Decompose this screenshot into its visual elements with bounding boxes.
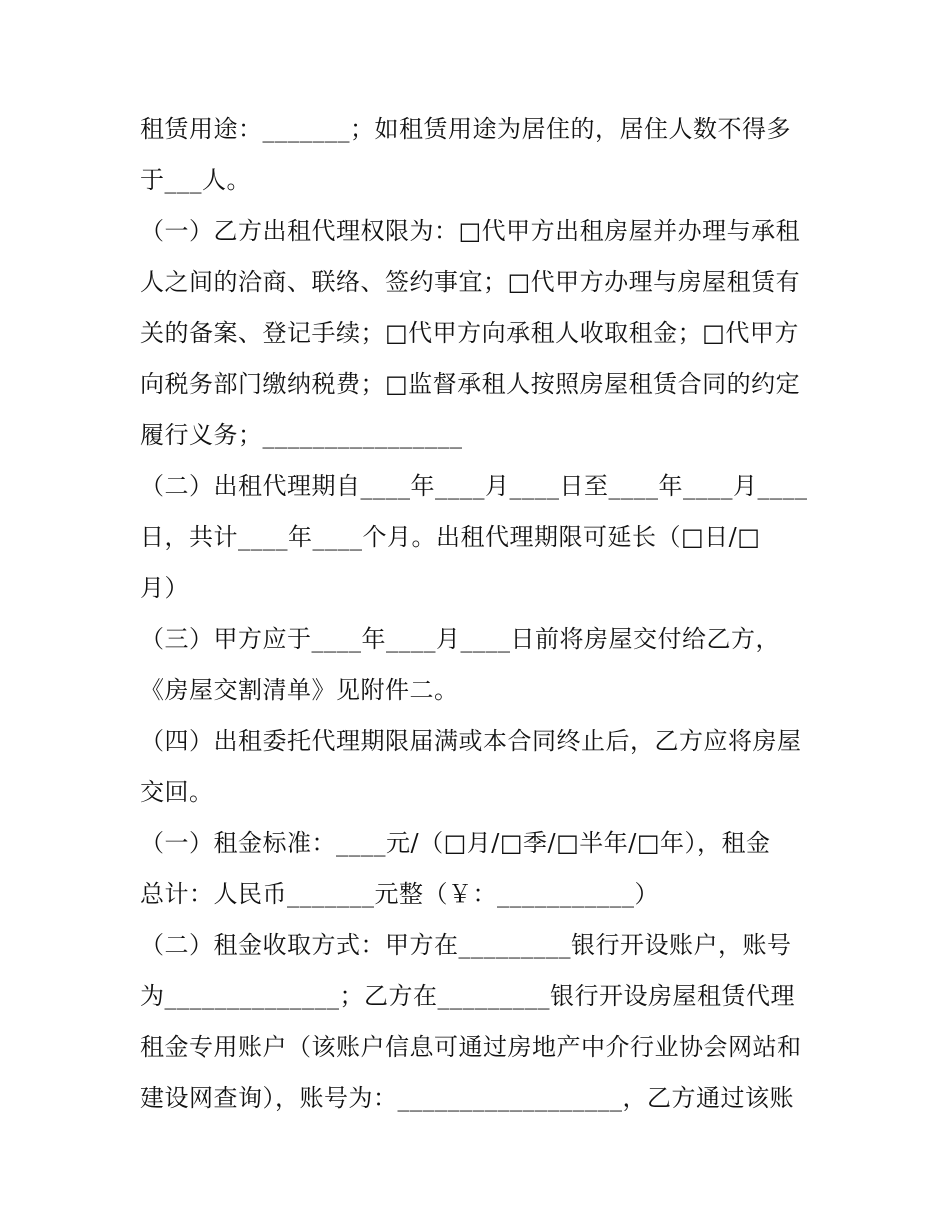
- text-line: （四）出租委托代理期限届满或本合同终止后，乙方应将房屋: [140, 727, 802, 755]
- document-page: [140, 104, 820, 1124]
- text-line: 月）: [140, 574, 189, 602]
- text-line: 日，共计____年____个月。出租代理期限可延长（□日/□: [140, 523, 761, 551]
- text-line: 人之间的洽商、联络、签约事宜；□代甲方办理与房屋租赁有: [140, 268, 801, 296]
- text-line: 《房屋交割清单》见附件二。: [140, 676, 459, 704]
- text-line: 关的备案、登记手续；□代甲方向承租人收取租金；□代甲方: [140, 319, 799, 347]
- text-line: （三）甲方应于____年____月____日前将房屋交付给乙方，: [140, 625, 780, 653]
- text-line: 建设网查询），账号为：__________________，乙方通过该账: [140, 1084, 794, 1112]
- text-line: 总计：人民币_______元整（￥：___________）: [140, 880, 659, 908]
- text-line: 向税务部门缴纳税费；□监督承租人按照房屋租赁合同的约定: [140, 370, 801, 398]
- text-line: 于___人。: [140, 166, 251, 194]
- text-line: （一）乙方出租代理权限为：□代甲方出租房屋并办理与承租: [140, 217, 801, 245]
- text-line: 租赁用途：_______；如租赁用途为居住的，居住人数不得多: [140, 115, 791, 143]
- text-line: （二）出租代理期自____年____月____日至____年____月____: [140, 472, 808, 500]
- text-line: 交回。: [140, 778, 214, 806]
- text-line: （二）租金收取方式：甲方在_________银行开设账户，账号: [140, 931, 792, 959]
- text-line: （一）租金标准：____元/（□月/□季/□半年/□年），租金: [140, 829, 771, 857]
- text-line: 租金专用账户（该账户信息可通过房地产中介行业协会网站和: [140, 1033, 802, 1061]
- text-line: 为______________；乙方在_________银行开设房屋租赁代理: [140, 982, 795, 1010]
- text-line: 履行义务；________________: [140, 421, 463, 449]
